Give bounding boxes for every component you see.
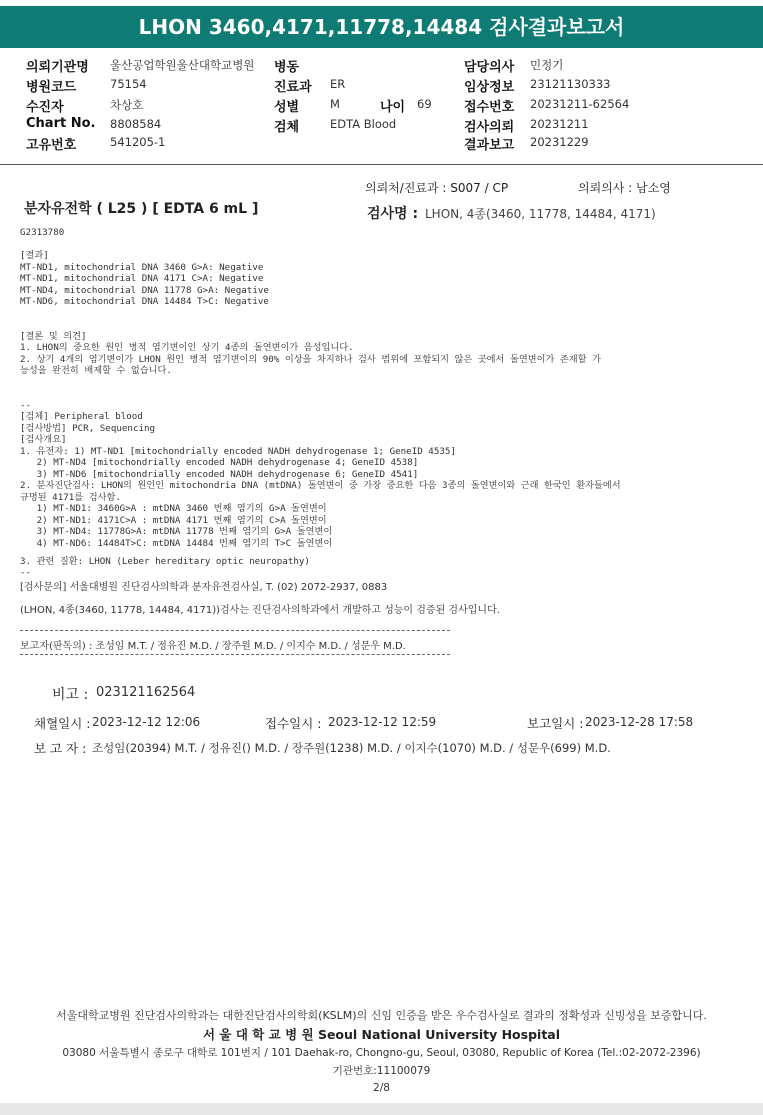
report-line: 2. 분자진단검사: LHON의 원인인 mitochondria DNA (mtDNA) 돌연변이 중 가장 중요한 다음 3종의 돌연변이와 근래 한국인 환자들에서 [20,480,621,491]
header-value: 울산공업학원울산대학교병원 [110,58,255,72]
footer-certification: 서울대학교병원 진단검사의학과는 대한진단검사의학회(KSLM)의 신임 인증을 받은 우수검사실로 결과의 정확성과 신빙성을 보증합니다. [56,1009,707,1022]
reporters-short: 보고자(판독의) : 조성임 M.T. / 정유진 M.D. / 장주원 M.D. / 이지수 M.D. / 성문우 M.D. [20,641,406,652]
report-line: [검사방법] PCR, Sequencing [20,422,156,434]
header-label: 의뢰기관명 [26,60,89,75]
header-label: 병동 [274,60,300,75]
received-date: 2023-12-12 12:59 [328,715,437,729]
remark-value: 023121162564 [96,685,196,700]
header-label: 성별 [274,100,300,115]
separator-dashes: -- [20,567,32,578]
bottom-strip [0,1103,763,1115]
report-line: 3) MT-ND4: 11778G>A: mtDNA 11778 번째 염기의 G>A 돌연변이 [20,526,333,537]
request-doctor: 의뢰의사 : 남소영 [578,181,671,195]
header-label: 수진자 [26,100,64,115]
header-value: 20231229 [530,135,589,149]
section-title: 분자유전학 ( L25 ) [ EDTA 6 mL ] [24,201,259,217]
footer-hospital-name: 서 울 대 학 교 병 원 Seoul National University Hospital [202,1027,561,1042]
report-line: 2. 상기 4개의 염기변이가 LHON 원인 병적 염기변이의 90% 이상을 차지하나 검사 범위에 포함되지 않은 곳에서 돌연변이가 존재할 가 [20,353,601,365]
header-label: 나이 [380,100,406,115]
validation-line: (LHON, 4종(3460, 11778, 14484, 4171))검사는 진단검사의학과에서 개발하고 성능이 검증된 검사입니다. [20,605,500,616]
reported-date: 2023-12-28 17:58 [585,715,694,729]
header-label: 병원코드 [26,80,77,95]
report-line: 4) MT-ND6: 14484T>C: mtDNA 14484 번째 염기의 T>C 돌연변이 [20,537,333,549]
footer-institution-number: 기관번호:11100079 [332,1065,431,1077]
header-value: 541205-1 [110,135,166,149]
report-line: 3) MT-ND6 [mitochondrially encoded NADH dehydrogenase 6; GeneID 4541] [20,468,419,480]
report-line: MT-ND6, mitochondrial DNA 14484 T>C: Negative [20,296,269,307]
received-label: 접수일시 : [265,716,322,731]
report-line: 능성을 완전히 배제할 수 없습니다. [20,365,172,376]
report-line: 2) MT-ND1: 4171C>A : mtDNA 4171 번째 염기의 C>A 돌연변이 [20,514,327,526]
header-value: EDTA Blood [330,117,397,131]
header-value: 20231211 [530,117,589,131]
header-label: 결과보고 [464,138,515,153]
header-label: 고유번호 [26,138,77,153]
report-title: LHON 3460,4171,11778,14484 검사결과보고서 [0,6,763,48]
reporters-label: 보 고 자 : [34,741,87,756]
header-value: 민정기 [530,58,564,72]
report-line: [결과] [20,250,49,261]
header-value: 20231211-62564 [530,97,630,111]
header-value: 69 [417,97,432,111]
report-line: 1. LHON의 중요한 원인 병적 염기변이인 상기 4종의 돌연변이가 음성입니다. [20,342,354,353]
header-value: 8808584 [110,117,162,131]
inquiry-line: [검사문의] 서울대병원 진단검사의학과 분자유전검사실, T. (02) 2072-2937, 0883 [20,582,388,593]
header-label: 검체 [274,120,300,135]
header-label: 검사의뢰 [464,120,515,135]
report-line: 규명된 4171를 검사함. [20,491,121,503]
request-dept: 의뢰처/진료과 : S007 / CP [365,181,509,195]
reporter-divider-bottom [20,654,450,655]
header-label: 접수번호 [464,100,515,115]
report-line: G2313780 [20,227,65,238]
header-label: 진료과 [274,80,312,95]
report-line: MT-ND4, mitochondrial DNA 11778 G>A: Negative [20,284,269,296]
header-label: 담당의사 [464,60,515,75]
report-line: 1. 유전자: 1) MT-ND1 [mitochondrially encoded NADH dehydrogenase 1; GeneID 4535] [20,445,456,457]
test-name: LHON, 4종(3460, 11778, 14484, 4171) [425,207,656,221]
reporter-divider-top [20,630,450,631]
collected-date: 2023-12-12 12:06 [92,715,201,729]
reporters-full: 조성임(20394) M.T. / 정유진() M.D. / 장주원(1238) M.D. / 이지수(1070) M.D. / 성문우(699) M.D. [92,741,611,755]
collected-label: 채혈일시 : [34,716,91,731]
header-label: 임상정보 [464,80,515,95]
reported-label: 보고일시 : [527,716,584,731]
header-value: M [330,97,340,111]
header-value: 75154 [110,77,147,91]
header-label: Chart No. [26,116,96,131]
test-name-label: 검사명 : [367,206,419,222]
report-line: [검체] Peripheral blood [20,411,143,422]
report-line: -- [20,399,32,411]
report-line: 2) MT-ND4 [mitochondrially encoded NADH dehydrogenase 4; GeneID 4538] [20,457,419,468]
footer-address: 03080 서울특별시 종로구 대학로 101번지 / 101 Daehak-ro, Chongno-gu, Seoul, 03080, Republic of Korea (Tel.:02-2072-2396) [62,1047,701,1059]
report-line: [결론 및 의견] [20,330,87,342]
report-line: [검사개요] [20,434,67,445]
header-value: 23121130333 [530,77,611,91]
report-line: MT-ND1, mitochondrial DNA 4171 C>A: Negative [20,273,264,284]
report-line: 1) MT-ND1: 3460G>A : mtDNA 3460 번째 염기의 G>A 돌연변이 [20,503,327,514]
remark-label: 비고 : [52,687,89,703]
header-value: ER [330,77,346,91]
report-line: MT-ND1, mitochondrial DNA 3460 G>A: Negative [20,261,264,273]
page-number: 2/8 [373,1082,390,1094]
header-divider [0,164,763,165]
header-value: 차상호 [110,98,144,112]
related-disease: 3. 관련 질환: LHON (Leber hereditary optic neuropathy) [20,556,310,567]
